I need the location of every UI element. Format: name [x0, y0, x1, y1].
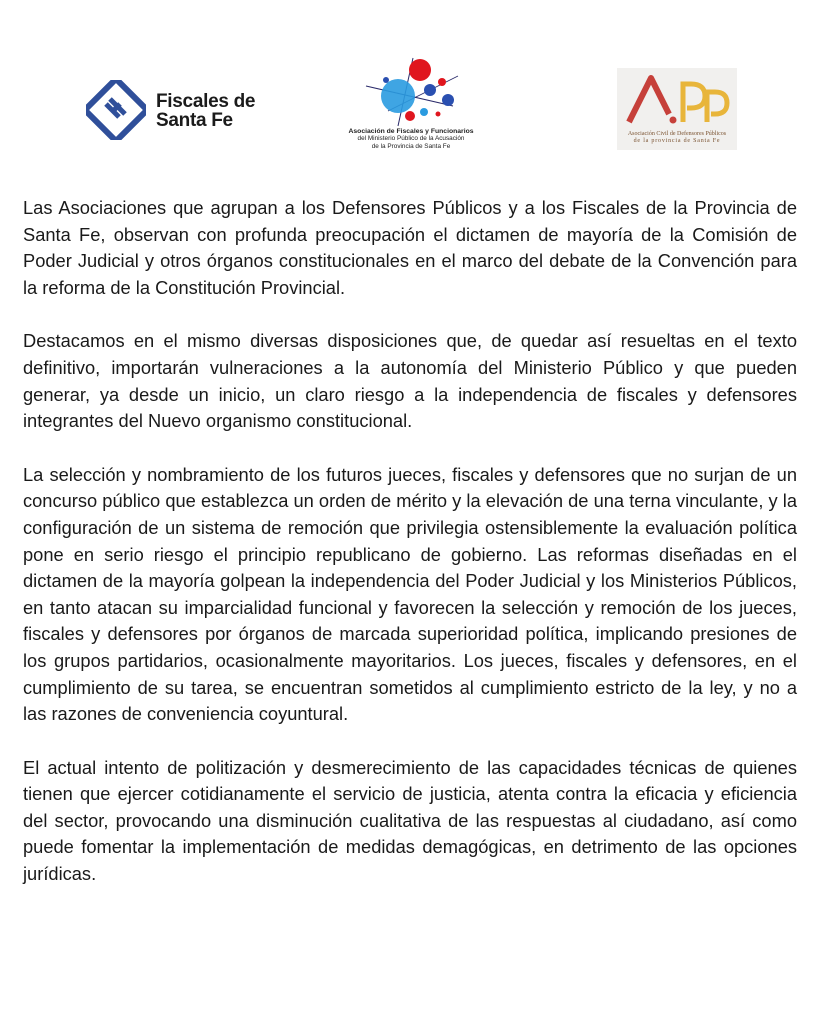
logo-header — [0, 0, 819, 170]
paragraph-1: Las Asociaciones que agrupan a los Defensores Públicos y a los Fiscales de la Provincia de Santa Fe, observan con profunda preocupación el dictamen de mayoría de la Comisión de Poder Judicial y otros órganos constitucionales en el marco del debate de la Convención para la reforma de la Constitución Provincial. — [23, 197, 797, 298]
fiscales-logo-line2: Santa Fe — [156, 110, 233, 131]
fiscales-diamond-icon — [86, 80, 146, 140]
asociacion-logo-line2: del Ministerio Público de la Acusación — [357, 135, 465, 143]
paragraph-2: Destacamos en el mismo diversas disposiciones que, de quedar así resueltas en el texto definitivo, importarán vulneraciones a la autonomía del Ministerio Público y que pueden generar, ya desde un inicio, un claro riesgo a la independencia de fiscales y defensores integrantes del Nuevo organismo constitucional. — [23, 330, 797, 432]
defensores-logo-line1: Asociación Civil de Defensores Públicos — [627, 131, 727, 137]
asociacion-circles-icon — [358, 56, 468, 128]
paragraph-4: El actual intento de politización y desmerecimiento de las capacidades técnicas de quienes tienen que ejercer cotidianamente el servicio de justicia, atenta contra la eficacia y eficiencia del sector, provocando una disminución cualitativa de las respuestas al ciudadano, así como puede fomentar la implementación de medidas demagógicas, en detrimento de las opciones jurídicas. — [23, 756, 797, 885]
asociacion-logo-line1: Asociación de Fiscales y Funcionarios — [348, 128, 474, 135]
asociacion-fiscales-logo — [336, 56, 486, 166]
defensores-logo-text — [621, 131, 733, 145]
fiscales-santa-fe-logo — [86, 80, 286, 140]
fiscales-logo-text — [156, 92, 255, 130]
paragraph-3: La selección y nombramiento de los futuros jueces, fiscales y defensores que no surjan de un concurso público que establezca un orden de mérito y la elevación de una terna vinculante, y la configuración de un sistema de remoción que privilegia ostensiblemente la evaluación política pone en serio riesgo el principio republicano de gobierno. Las reformas diseñadas en el dictamen de la mayoría golpean la independencia del Poder Judicial y los Ministerios Públicos, en tanto atacan su imparcialidad funcional y favorecen la selección y remoción de los jueces, fiscales y defensores por órganos de marcada superioridad política, implicando presiones de los grupos partidarios, ocasionalmente mayoritarios. Los jueces, fiscales y defensores, en el cumplimiento de su tarea, se encuentran sometidos al cumplimiento estricto de la ley, y no a las razones de conveniencia coyuntural. — [23, 463, 797, 725]
asociacion-logo-text — [336, 128, 486, 150]
defensores-logo — [617, 68, 737, 150]
fiscales-logo-line1: Fiscales de — [156, 91, 256, 112]
adp-monogram-icon — [621, 70, 733, 130]
asociacion-logo-line3: de la Provincia de Santa Fe — [371, 142, 451, 150]
statement-body — [23, 195, 797, 915]
defensores-logo-line2: de la provincia de Santa Fe — [633, 138, 721, 144]
